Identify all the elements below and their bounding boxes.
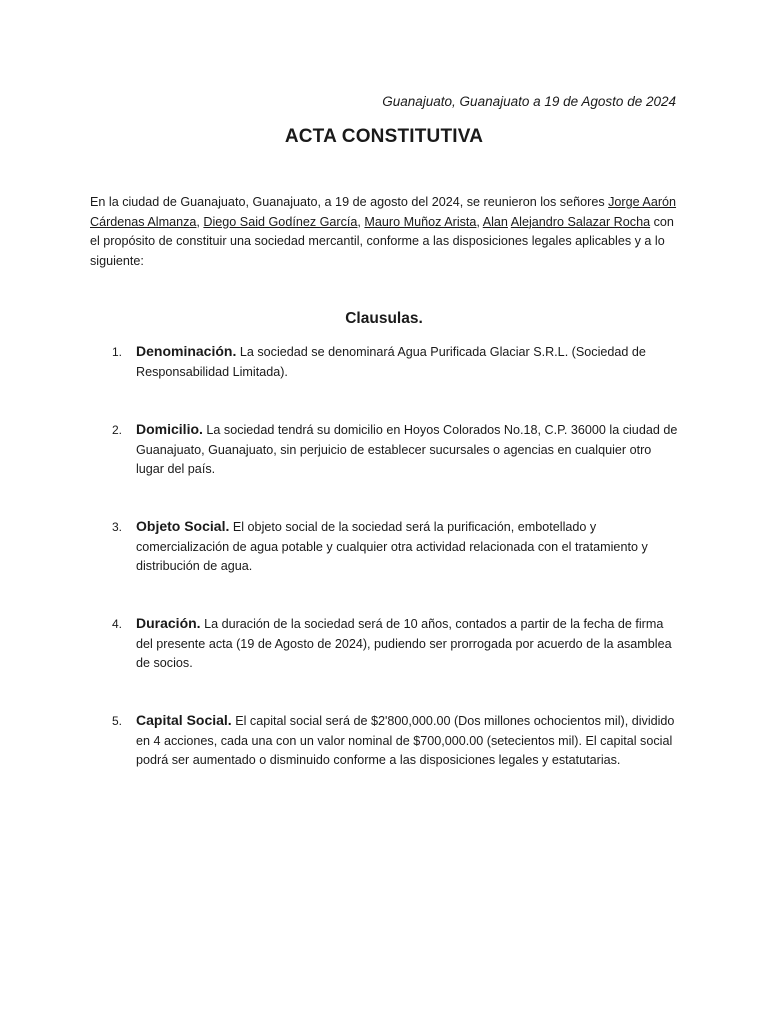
clause-text: La duración de la sociedad será de 10 años, contados a partir de la fecha de firma del presente acta (19 de Agosto de 2024), pudiendo ser prorrogada por acuerdo de la asamblea de socios. <box>136 617 672 670</box>
clause-text: La sociedad se denominará Agua Purificada Glaciar S.R.L. (Sociedad de Responsabilidad Limitada). <box>136 345 646 379</box>
clause-number: 1. <box>112 345 123 359</box>
clause-text: El capital social será de $2'800,000.00 (Dos millones ochocientos mil), dividido en 4 acciones, cada una con un valor nominal de $700,000.00 (setecientos mil). El capital social podrá ser aumentado o disminuido conforme a las disposiciones legales y estatutarias. <box>136 714 675 767</box>
clause-body <box>136 517 680 577</box>
intro-lead: En la ciudad de Guanajuato, Guanajuato, a 19 de agosto del 2024, se reunieron los señores <box>90 195 609 209</box>
clause-term: Capital Social. <box>136 712 232 728</box>
clause-number: 2. <box>112 423 123 437</box>
document-title: ACTA CONSTITUTIVA <box>284 126 484 147</box>
partner-name: Alan <box>482 214 508 229</box>
clause-body <box>136 711 680 771</box>
clause-term: Objeto Social. <box>136 518 230 534</box>
clause-item <box>90 342 680 382</box>
clause-text: El objeto social de la sociedad será la purificación, embotellado y comercialización de agua potable y cualquier otra actividad relacionada con el tratamiento y distribución de agua. <box>136 520 648 573</box>
clause-term: Domicilio. <box>136 421 203 437</box>
clause-number: 5. <box>112 714 123 728</box>
clause-body <box>136 342 680 382</box>
intro-paragraph <box>90 193 680 271</box>
clause-term: Denominación. <box>136 343 237 359</box>
partner-name: Mauro Muñoz Arista, <box>364 214 480 229</box>
clause-item <box>90 614 680 674</box>
clause-item <box>90 711 680 771</box>
clause-item <box>90 517 680 577</box>
date-line: Guanajuato, Guanajuato a 19 de Agosto de 2024 <box>382 94 676 109</box>
partner-name: Alejandro Salazar Rocha <box>510 214 651 229</box>
intro-tail: con el propósito de constituir una sociedad mercantil, conforme a las disposiciones legales aplicables y a lo siguiente: <box>90 214 674 268</box>
clause-body <box>136 614 680 674</box>
clause-term: Duración. <box>136 615 201 631</box>
clauses-heading: Clausulas. <box>345 310 423 327</box>
partner-name: Diego Said Godínez García, <box>203 214 361 229</box>
clause-number: 4. <box>112 617 123 631</box>
clause-body <box>136 420 680 480</box>
clause-text: La sociedad tendrá su domicilio en Hoyos Colorados No.18, C.P. 36000 la ciudad de Guanajuato, Guanajuato, sin perjuicio de establecer sucursales o agencias en cualquier otro lugar del país. <box>136 423 678 476</box>
clause-item <box>90 420 680 480</box>
clause-number: 3. <box>112 520 123 534</box>
partner-name: Jorge Aarón Cárdenas Almanza, <box>90 195 677 229</box>
